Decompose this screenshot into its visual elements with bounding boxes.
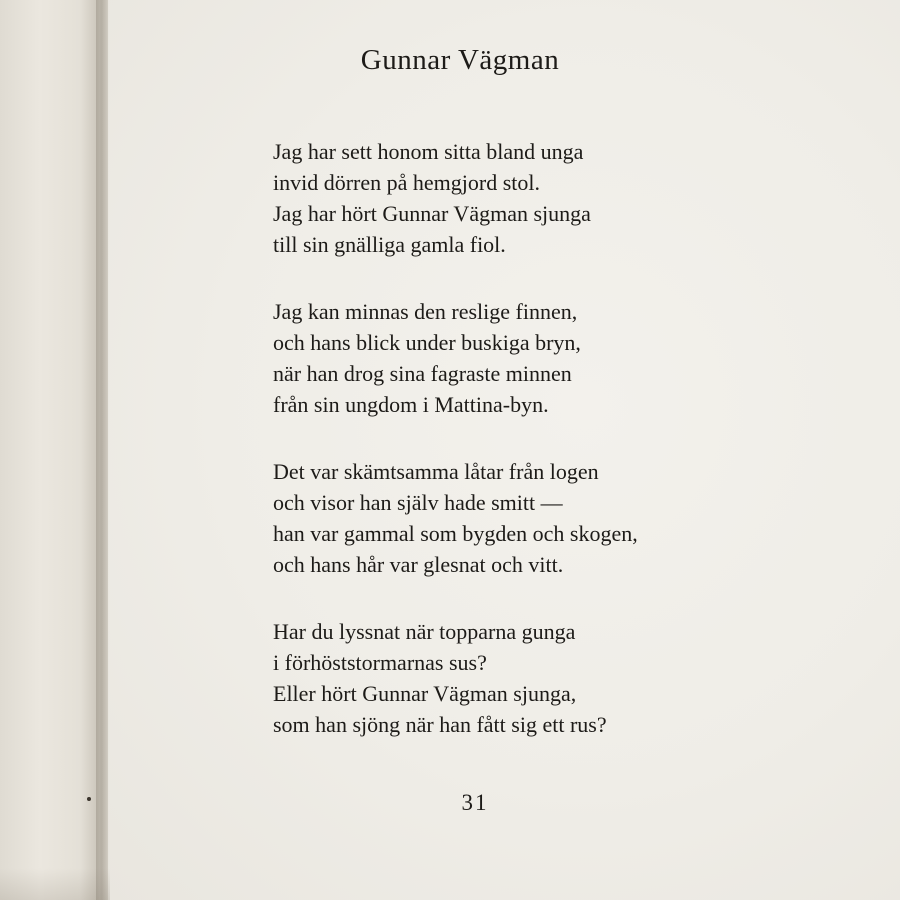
stanza-1 (273, 136, 833, 260)
poem-line: från sin ungdom i Mattina-byn. (273, 392, 549, 417)
poem-line: till sin gnälliga gamla fiol. (273, 232, 506, 257)
poem-line: Jag har hört Gunnar Vägman sjunga (273, 201, 591, 226)
poem-line: Jag kan minnas den reslige finnen, (273, 299, 578, 324)
poem-line: och hans blick under buskiga bryn, (273, 330, 581, 355)
poem-line: Jag har sett honom sitta bland unga (273, 139, 584, 164)
poem-line: i förhöststormarnas sus? (273, 650, 487, 675)
poem-body (273, 136, 833, 776)
poem-line: han var gammal som bygden och skogen, (273, 521, 638, 546)
left-page (0, 0, 100, 900)
poem-line: Har du lyssnat när topparna gunga (273, 619, 576, 644)
poem-title: Gunnar Vägman (360, 44, 560, 76)
poem-line: och hans hår var glesnat och vitt. (273, 552, 564, 577)
poem-line: Det var skämtsamma låtar från logen (273, 459, 599, 484)
stanza-2 (273, 296, 833, 420)
poem-line: som han sjöng när han fått sig ett rus? (273, 712, 607, 737)
stanza-4 (273, 616, 833, 740)
book-gutter (96, 0, 110, 900)
poem-line: Eller hört Gunnar Vägman sjunga, (273, 681, 577, 706)
poem-line: invid dörren på hemgjord stol. (273, 170, 541, 195)
page-number: 31 (461, 790, 489, 815)
poem-line: när han drog sina fagraste minnen (273, 361, 572, 386)
page-shadow (0, 868, 110, 900)
paper-speck (87, 797, 91, 801)
stanza-3 (273, 456, 833, 580)
poem-line: och visor han själv hade smitt — (273, 490, 563, 515)
